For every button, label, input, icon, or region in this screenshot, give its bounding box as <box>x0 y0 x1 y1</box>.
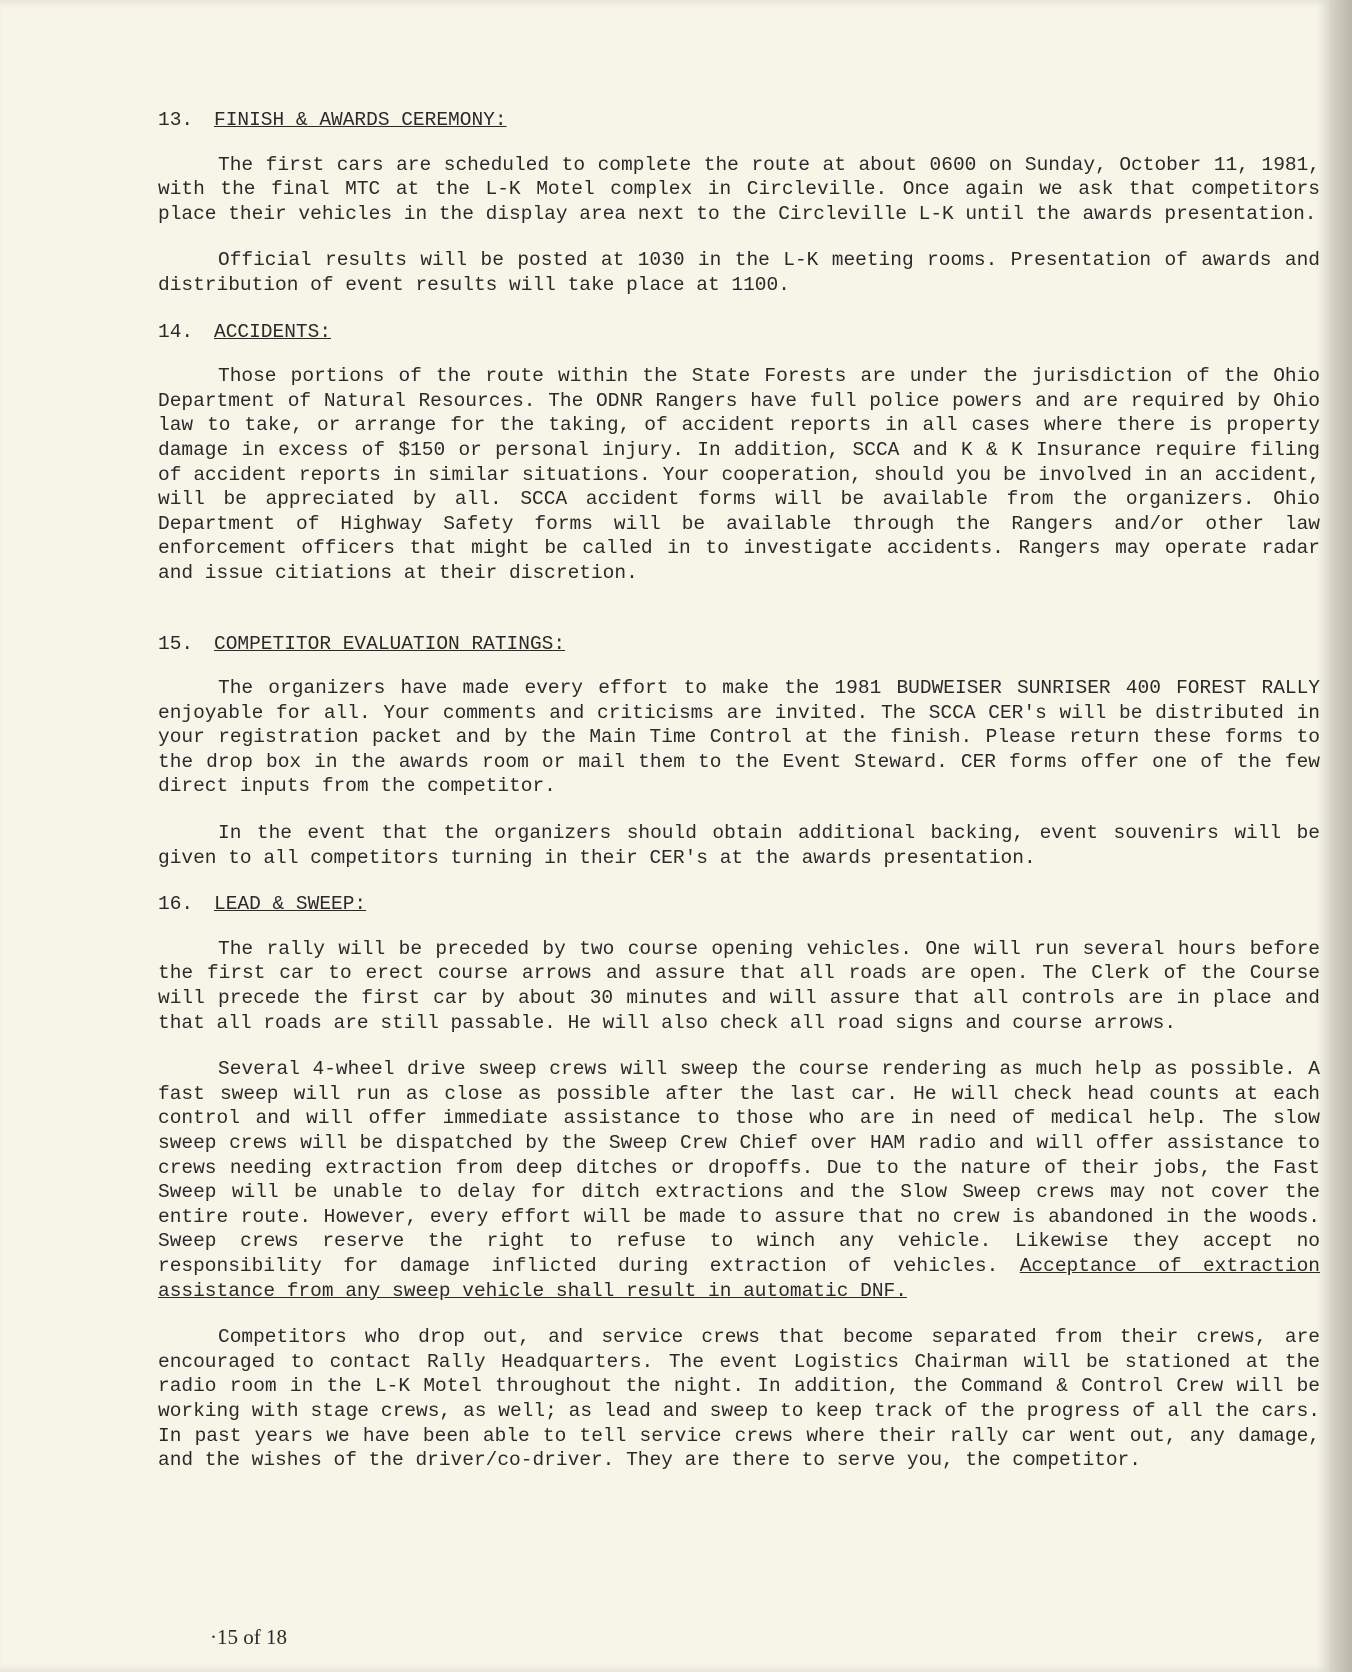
paragraph: Official results will be posted at 1030 in the L-K meeting rooms. Presentation of awards and distribution of event results will take place at 1100. <box>158 249 1320 296</box>
section-lead-sweep <box>158 892 1320 1472</box>
page-number: ·15 of 18 <box>210 1625 287 1649</box>
section-number: 16. <box>158 893 194 916</box>
paragraph: The organizers have made every effort to make the 1981 BUDWEISER SUNRISER 400 FOREST RALLY enjoyable for all. Your comments and criticisms are invited. The SCCA CER's will be distributed in your registration packet and by the Main Time Control at the finish. Please return these forms to the drop box in the awards room or mail them to the Event Steward. CER forms offer one of the few direct inputs from the competitor. <box>158 677 1320 798</box>
section-heading <box>158 320 1320 345</box>
section-title: LEAD & SWEEP: <box>214 893 367 916</box>
section-heading <box>158 632 1320 657</box>
paragraph: The first cars are scheduled to complete the route at about 0600 on Sunday, October 11, 1981, with the final MTC at the L-K Motel complex in Circleville. Once again we ask that competitors place their vehicles in the display area next to the Circleville L-K until the awards presentation. <box>158 153 1320 225</box>
paragraph: Those portions of the route within the State Forests are under the jurisdiction of the Ohio Department of Natural Resources. The ODNR Rangers have full police powers and are required by Ohio law to take, or arrange for the taking, of accident reports in all cases where there is property damage in excess of $150 or personal injury. In addition, SCCA and K & K Insurance require filing of accident reports in similar situations. Your cooperation, should you be involved in an accident, will be appreciated by all. SCCA accident forms will be available from the organizers. Ohio Department of Highway Safety forms will be available through the Rangers and/or other law enforcement officers that might be called in to investigate accidents. Rangers may operate radar and issue citiations at their discretion. <box>158 365 1320 584</box>
section-number: 13. <box>158 109 194 131</box>
section-title: FINISH & AWARDS CEREMONY: <box>214 109 507 131</box>
document-body <box>158 108 1320 1495</box>
section-competitor-evaluation <box>158 632 1320 871</box>
section-heading <box>158 108 1320 133</box>
section-heading <box>158 892 1320 917</box>
paragraph-with-underline <box>158 1057 1320 1303</box>
section-number: 15. <box>158 632 194 655</box>
underlined-sentence: Acceptance of extraction assistance from any sweep vehicle shall result in automatic DNF. <box>158 1254 1321 1302</box>
page-edge <box>1330 0 1352 1672</box>
section-finish-awards <box>158 108 1320 298</box>
section-accidents <box>158 320 1320 586</box>
paragraph: Competitors who drop out, and service crews that become separated from their crews, are encouraged to contact Rally Headquarters. The event Logistics Chairman will be stationed at the radio room in the L-K Motel throughout the night. In addition, the Command & Control Crew will be working with stage crews, as well; as lead and sweep to keep track of the progress of all the cars. In past years we have been able to tell service crews where their rally car went out, any damage, and the wishes of the driver/co-driver. They are there to serve you, the competitor. <box>158 1326 1320 1472</box>
section-title: ACCIDENTS: <box>214 320 332 343</box>
section-number: 14. <box>158 320 194 343</box>
section-title: COMPETITOR EVALUATION RATINGS: <box>214 632 566 655</box>
paragraph: In the event that the organizers should obtain additional backing, event souvenirs will be given to all competitors turning in their CER's at the awards presentation. <box>158 822 1320 869</box>
paragraph: The rally will be preceded by two course opening vehicles. One will run several hours before the first car to erect course arrows and assure that all roads are open. The Clerk of the Course will precede the first car by about 30 minutes and will assure that all controls are in place and that all roads are still passable. He will also check all road signs and course arrows. <box>158 937 1320 1034</box>
paragraph-text: Several 4-wheel drive sweep crews will sweep the course rendering as much help as possible. A fast sweep will run as close as possible after the last car. He will check head counts at each control and will offer immediate assistance to those who are in need of medical help. The slow sweep crews will be dispatched by the Sweep Crew Chief over HAM radio and will offer assistance to crews needing extraction from deep ditches or dropoffs. Due to the nature of their jobs, the Fast Sweep will be unable to delay for ditch extractions and the Slow Sweep crews may not cover the entire route. However, every effort will be made to assure that no crew is abandoned in the woods. Sweep crews reserve the right to refuse to winch any vehicle. Likewise they accept no responsibility for damage inflicted during extraction of vehicles. <box>158 1058 1320 1277</box>
